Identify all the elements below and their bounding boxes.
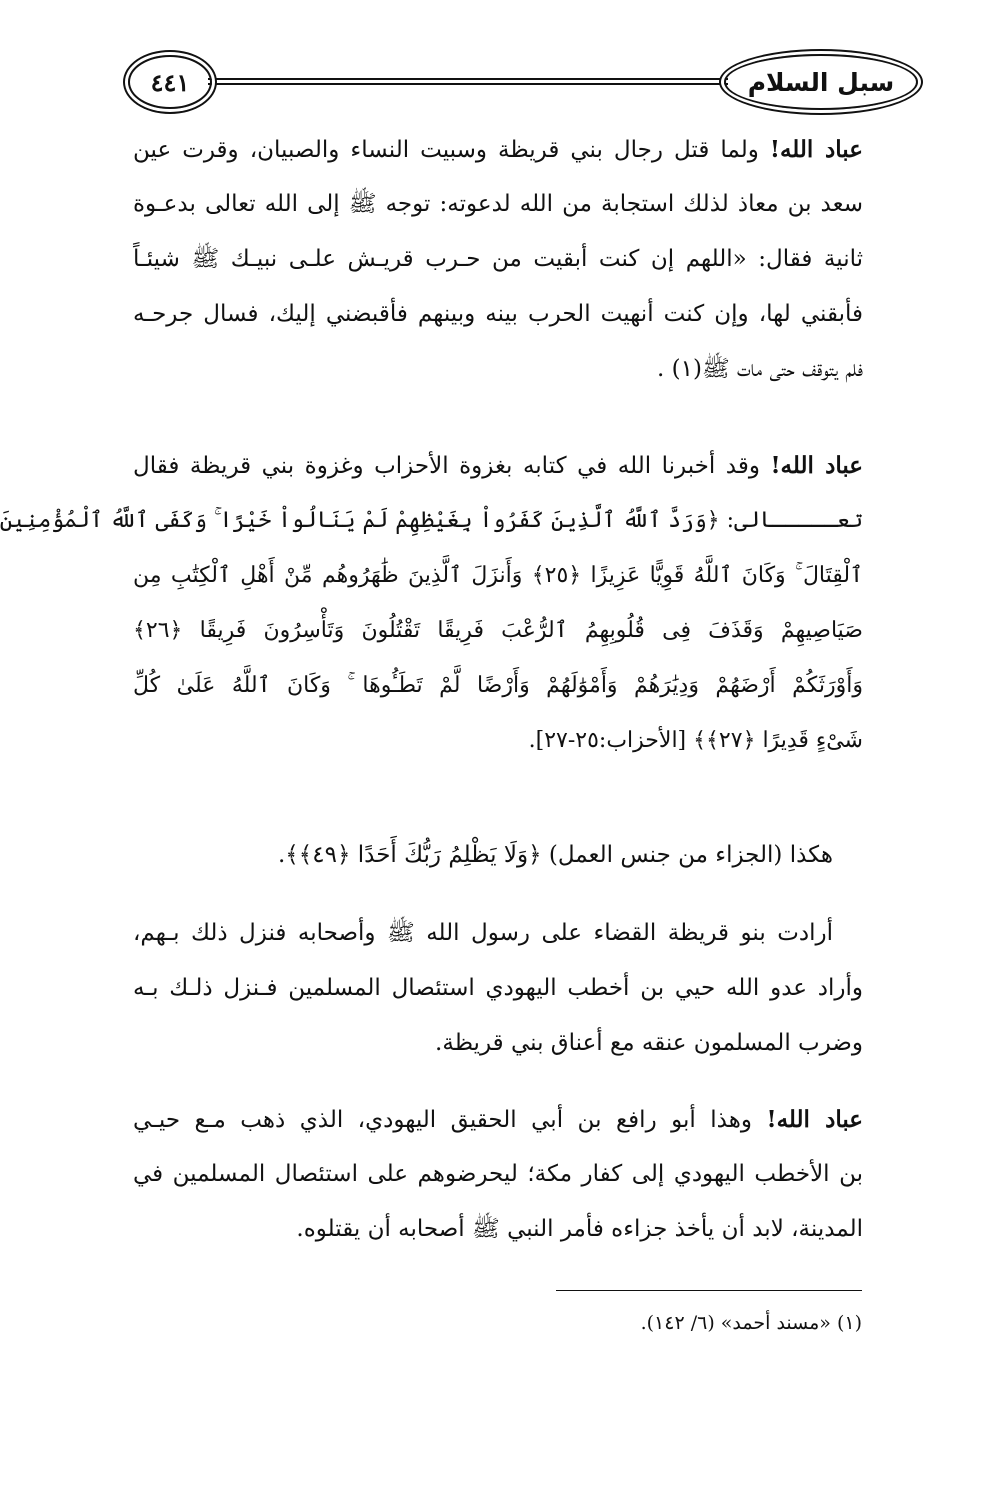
text-line: وأراد عدو الله حيي بن أخطب اليهودي استئصال المسلمين فـنزل ذلـك بـه — [133, 975, 863, 1001]
quran-line: وَأَوْرَثَكُمْ أَرْضَهُمْ وَدِيَٰرَهُمْ وَأَمْوَٰلَهُمْ وَأَرْضًا لَّمْ تَطَـُٔوهَا ۚ وَكَانَ ٱللَّهُ عَلَىٰ كُلِّ — [133, 673, 863, 698]
text-line: فأبقني لها، وإن كنت أنهيت الحرب بينه وبينهم فأقبضني إليك، فسال جرحـه — [133, 301, 863, 327]
paragraph-1 — [133, 122, 863, 397]
text-line: المدينة، لابد أن يأخذ جزاءه فأمر النبي ﷺ أصحابه أن يقتلوه. — [296, 1216, 863, 1242]
header-rule — [208, 78, 728, 85]
paragraph-5 — [133, 1092, 863, 1257]
paragraph-lead: عباد الله! — [769, 136, 863, 163]
quran-line: شَىْءٍ قَدِيرًا ﴿٢٧﴾﴾ [الأحزاب:٢٥-٢٧]. — [528, 728, 863, 753]
paragraph-2 — [0, 438, 863, 768]
footnote: (١) «مسند أحمد» (٦/ ١٤٢). — [640, 1312, 862, 1334]
text-line: ثانية فقال: «اللهم إن كنت أبقيت من حـرب قريـش علـى نبيـك ﷺ شيئـاً — [133, 246, 863, 272]
text-line: وضرب المسلمون عنقه مع أعناق بني قريظة. — [435, 1030, 863, 1056]
text-line: بن الأخطب اليهودي إلى كفار مكة؛ ليحرضوهم على استئصال المسلمين في — [133, 1161, 863, 1187]
text-line: سعد بن معاذ لذلك استجابة من الله لدعوته: توجه ﷺ إلى الله تعالى بدعـوة — [133, 191, 863, 217]
quran-line: تعـــــالى: ﴿وَرَدَّ ٱللَّهُ ٱلَّذِينَ كَفَرُواْ بِغَيْظِهِمْ لَمْ يَنَالُواْ خَيْرًا ۚ وَكَفَى ٱللَّهُ ٱلْمُؤْمِنِينَ — [0, 508, 863, 533]
book-title: سبل السلام — [724, 54, 918, 110]
quran-line: صَيَاصِيهِمْ وَقَذَفَ فِى قُلُوبِهِمُ ٱلرُّعْبَ فَرِيقًا تَقْتُلُونَ وَتَأْسِرُونَ فَرِيقًا ﴿٢٦﴾ — [133, 618, 863, 643]
quran-line: ٱلْقِتَالَ ۚ وَكَانَ ٱللَّهُ قَوِيًّا عَزِيزًا ﴿٢٥﴾ وَأَنزَلَ ٱلَّذِينَ ظَٰهَرُوهُم مِّنْ أَهْلِ ٱلْكِتَٰبِ مِن — [133, 563, 863, 588]
paragraph-4 — [133, 906, 863, 1071]
text-line: أرادت بنو قريظة القضاء على رسول الله ﷺ وأصحابه فنزل ذلك بـهم، — [133, 920, 833, 946]
paragraph-3 — [133, 828, 863, 883]
paragraph-lead: عباد الله! — [766, 1106, 863, 1133]
text-line: هكذا (الجزاء من جنس العمل) ﴿وَلَا يَظْلِمُ رَبُّكَ أَحَدًا ﴿٤٩﴾﴾. — [277, 842, 833, 868]
footnote-divider — [556, 1290, 862, 1291]
text-line: فلم يتوقف حتى مات ﷺ(١) . — [657, 356, 863, 382]
text-line: وقد أخبرنا الله في كتابه بغزوة الأحزاب وغزوة بني قريظة فقال — [133, 453, 771, 479]
text-line: وهذا أبو رافع بن أبي الحقيق اليهودي، الذي ذهب مـع حيـي — [133, 1107, 767, 1133]
running-header — [118, 52, 918, 114]
text-line: ولما قتل رجال بني قريظة وسبيت النساء والصبيان، وقرت عين — [133, 137, 770, 163]
page-number: ٤٤١ — [128, 55, 212, 109]
paragraph-lead: عباد الله! — [770, 452, 863, 479]
